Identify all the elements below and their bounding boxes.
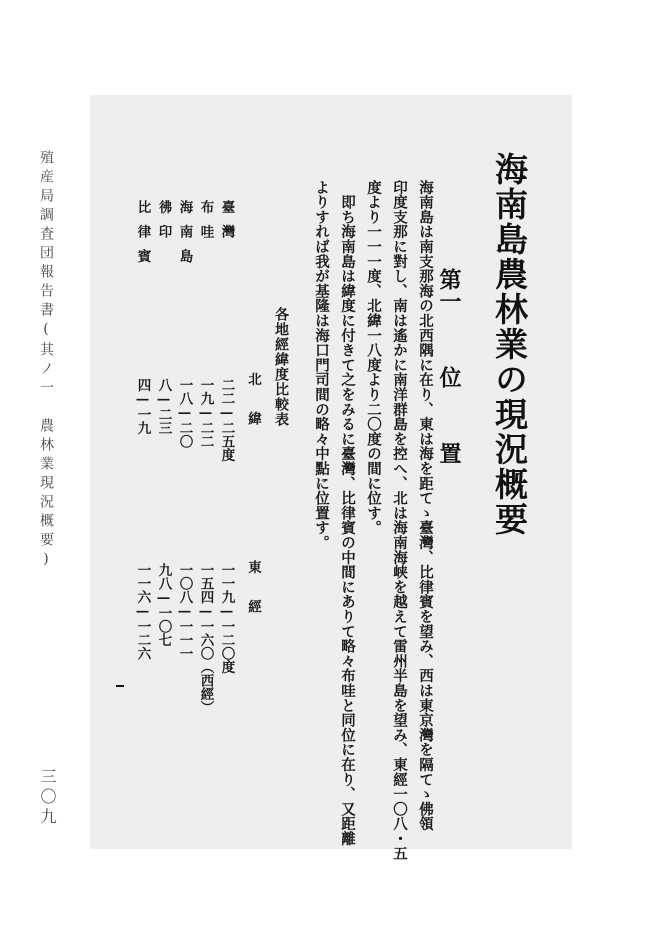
table-row bbox=[134, 200, 164, 680]
row-longitude: 一一六—一二六 bbox=[134, 563, 151, 660]
running-header: 殖産局調査団報告書(其ノ一 農林業現況概要) bbox=[38, 150, 54, 572]
document-title: 海南島農林業の現況概要 bbox=[490, 152, 529, 537]
section-heading bbox=[434, 268, 465, 464]
column-header-longitude-1: 東 bbox=[245, 560, 261, 574]
section-number: 第一 bbox=[436, 268, 462, 312]
row-latitude: 四—一九 bbox=[134, 378, 151, 435]
row-name: 海南島 bbox=[176, 200, 193, 274]
row-longitude: 九八—一〇七 bbox=[155, 563, 172, 647]
comparison-table-title: 各地經緯度比較表 bbox=[273, 307, 289, 427]
paragraph-line: 印度支那に對し、南は遙かに南洋群島を控へ、北は海南海峡を越えて雷州半島を望み、東經一〇八・五 bbox=[391, 180, 408, 861]
row-name: 比律賓 bbox=[134, 200, 151, 274]
row-longitude: 一五四—一六〇（西經） bbox=[197, 563, 214, 714]
paragraph-line: 度より一一一度、北緯一八度より二〇度の間に位す。 bbox=[365, 180, 382, 536]
end-mark bbox=[116, 685, 124, 687]
paragraph-line: 海南島は南支那海の北西隅に在り、東は海を距てゝ臺灣、比律賓を望み、西は東京灣を隔てゝ佛領 bbox=[417, 180, 434, 832]
paragraph-line: よりすれば我が基隆は海口門司間の略々中點に位置す。 bbox=[313, 180, 330, 550]
row-name: 彿印 bbox=[155, 200, 172, 249]
row-name: 臺灣 bbox=[218, 200, 235, 249]
section-label: 位 bbox=[436, 366, 462, 388]
column-header-latitude-1: 北 bbox=[245, 372, 261, 386]
page-number: 三〇九 bbox=[38, 768, 57, 828]
column-header-latitude-2: 緯 bbox=[245, 411, 261, 425]
row-latitude: 八—二三 bbox=[155, 378, 172, 435]
row-name: 布哇 bbox=[197, 200, 214, 249]
paragraph-line: 即ち海南島は緯度に付きて之をみるに臺灣、比律賓の中間にありて略々布哇と同位に在り、又距離 bbox=[339, 180, 356, 846]
row-latitude: 二二—二五度 bbox=[218, 378, 235, 462]
section-label-2: 置 bbox=[436, 442, 462, 464]
row-longitude: 一一九—一二〇度 bbox=[218, 563, 235, 674]
row-latitude: 一八—二〇 bbox=[176, 378, 193, 448]
body-paragraph bbox=[308, 180, 438, 861]
column-header-longitude-2: 經 bbox=[245, 599, 261, 613]
row-longitude: 一〇八—一一一 bbox=[176, 563, 193, 660]
row-latitude: 一九—二二 bbox=[197, 378, 214, 448]
